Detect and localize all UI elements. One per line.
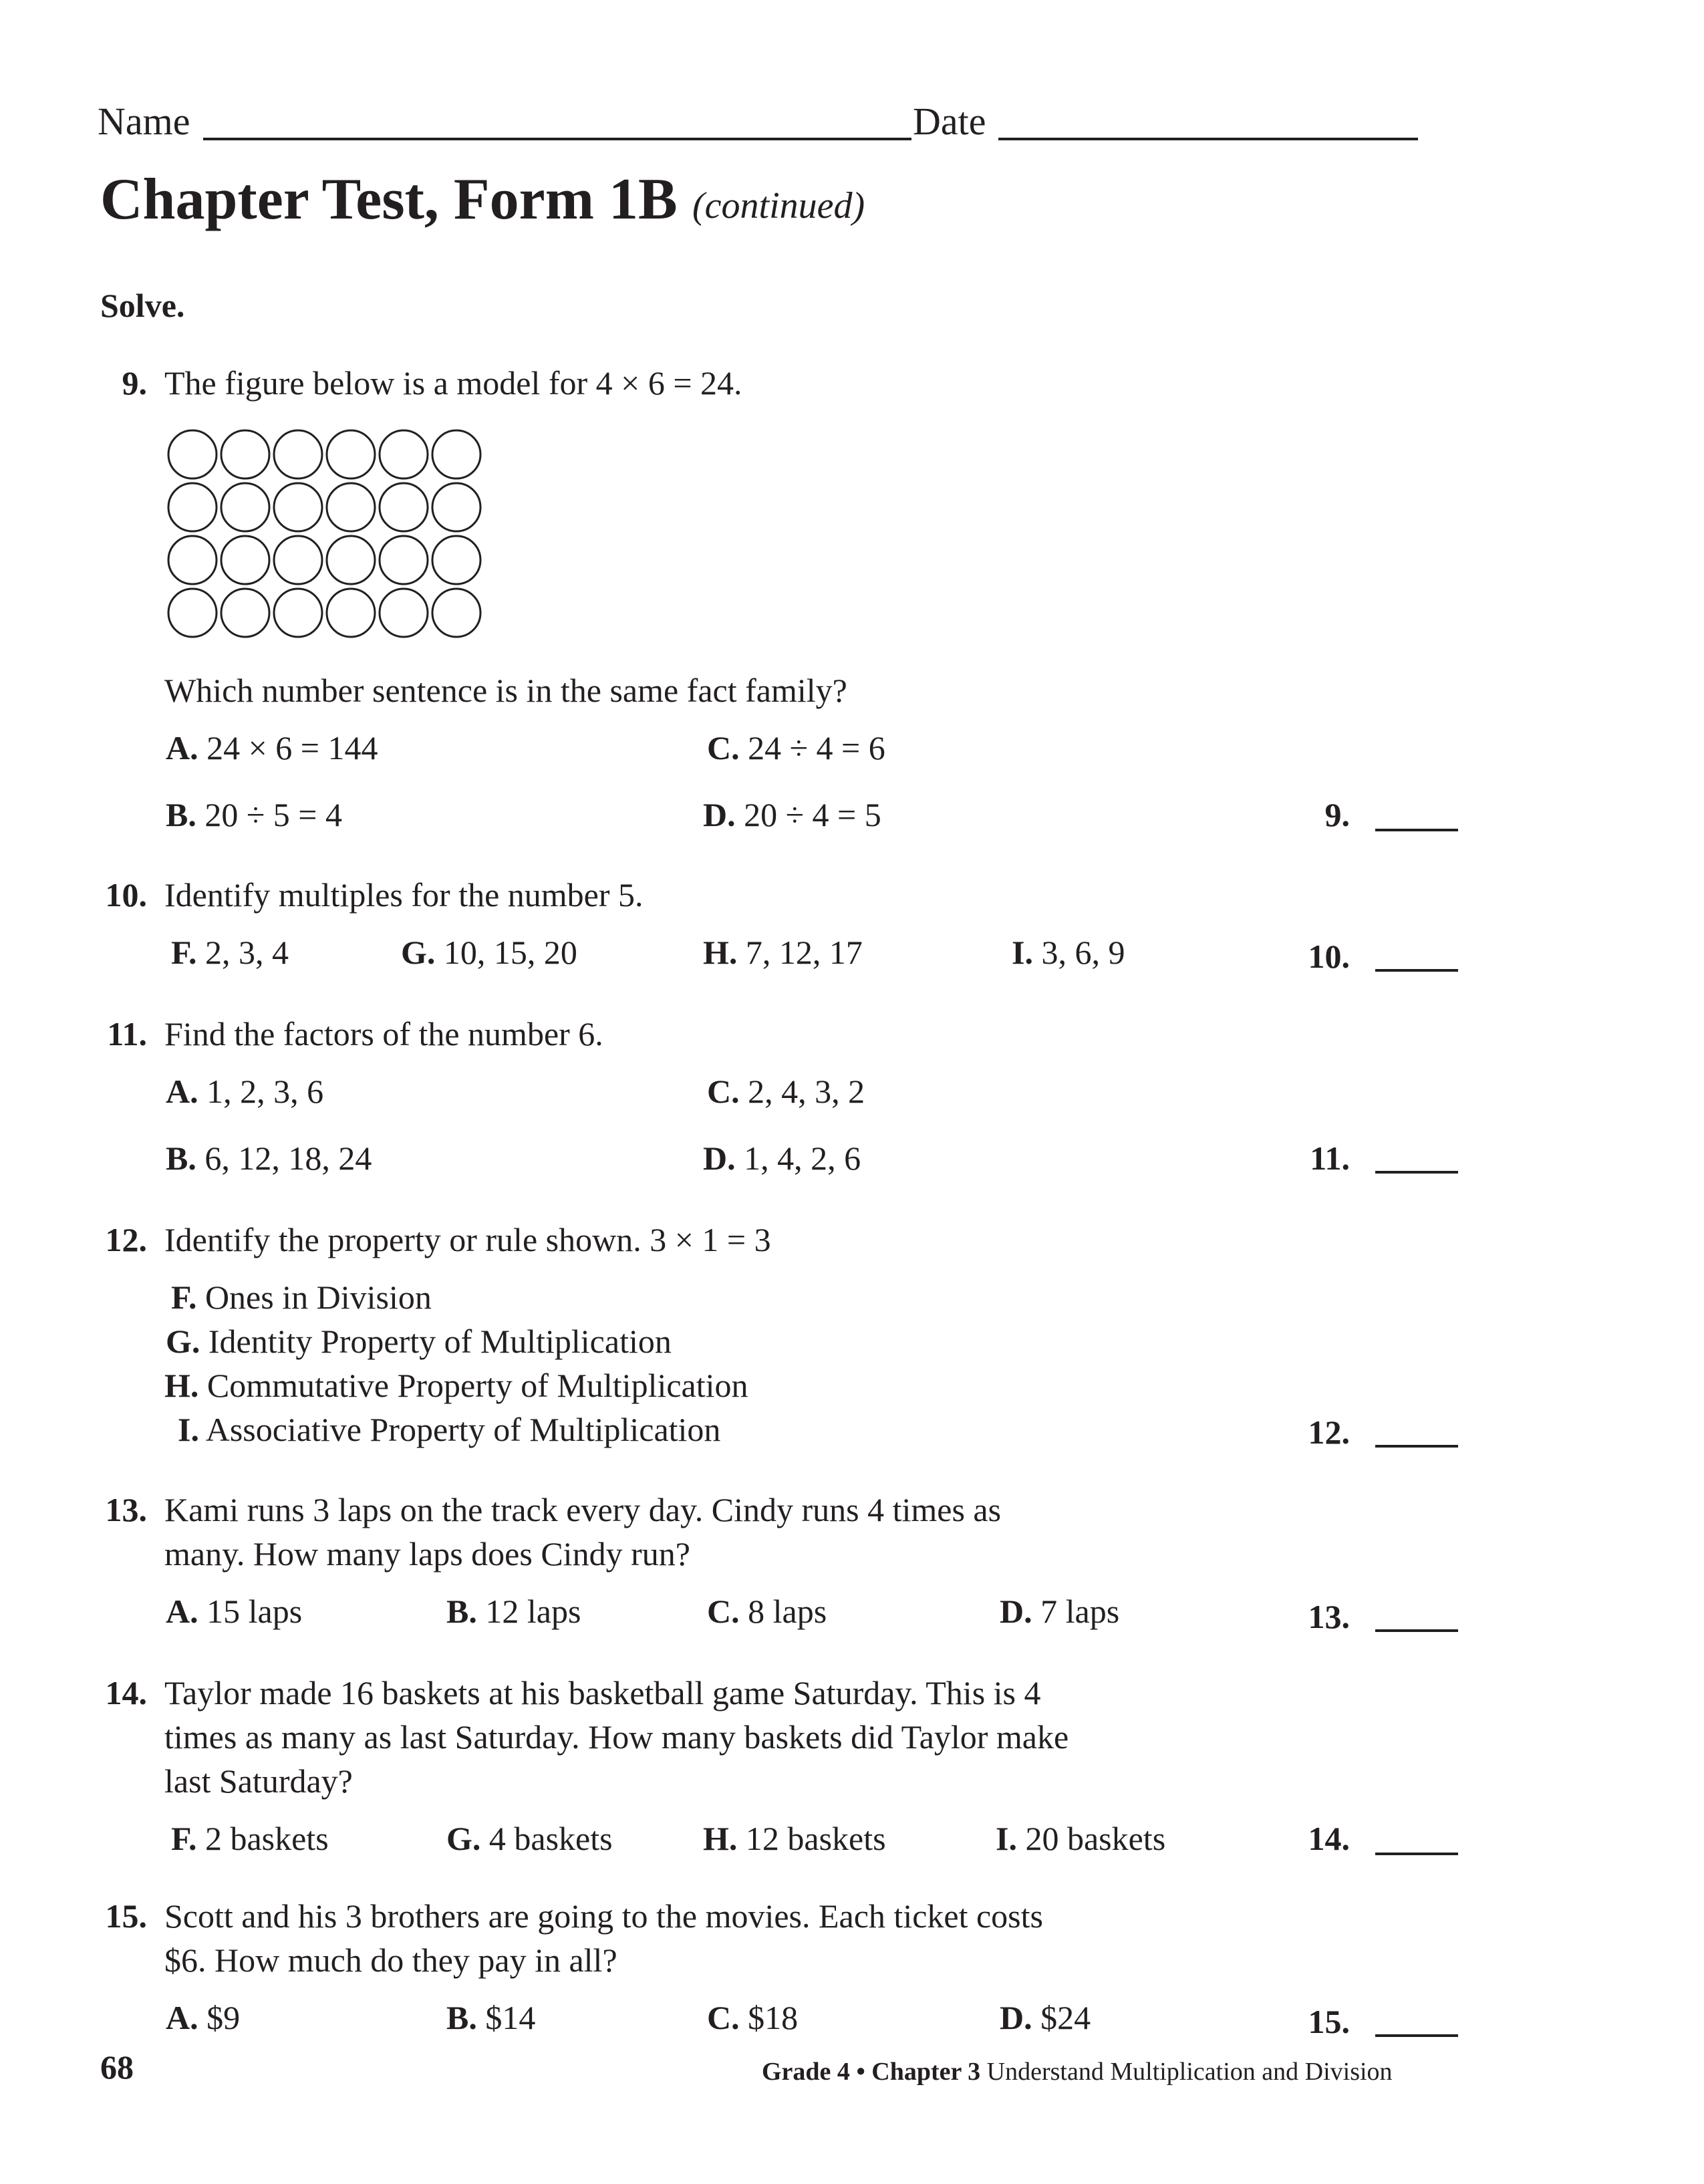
q9-text: The figure below is a model for 4 × 6 = 24. [164,364,742,402]
option-text: 10, 15, 20 [443,934,577,971]
q9-prompt: Which number sentence is in the same fact family? [164,672,847,709]
q9-answer-blank[interactable] [1375,829,1458,831]
option-letter: D. [1000,1593,1032,1630]
option-letter: G. [166,1323,200,1360]
q13-text-line-2: many. How many laps does Cindy run? [164,1535,690,1573]
option-letter: B. [446,1593,477,1630]
q10-number: 10. [105,876,147,914]
q13-number: 13. [105,1491,147,1528]
option-letter: H. [164,1367,199,1404]
option-text: Commutative Property of Multiplication [206,1367,748,1404]
option-letter: C. [707,1593,740,1630]
q11-answer-label: 11. [1310,1139,1350,1177]
q15-answer-label: 15. [1308,2003,1350,2040]
q13-option-d[interactable] [1000,1592,1119,1631]
option-letter: C. [707,1999,740,2036]
option-letter: D. [703,1139,736,1177]
q13-text-line-1: Kami runs 3 laps on the track every day. Cindy runs 4 times as [164,1491,1002,1528]
option-text: 8 laps [748,1593,827,1630]
q15-number: 15. [105,1897,147,1935]
model-circle [221,430,269,479]
option-text: 7, 12, 17 [745,934,863,971]
option-text: 20 ÷ 4 = 5 [744,796,881,833]
page-title: Chapter Test, Form 1B [100,167,678,232]
option-text: 20 ÷ 5 = 4 [204,796,342,833]
option-letter: A. [166,1999,198,2036]
q12-option-h[interactable] [164,1366,748,1405]
option-text: 2 baskets [204,1820,329,1857]
option-text: 20 baskets [1025,1820,1166,1857]
instruction: Solve. [100,287,185,324]
q14-option-h[interactable] [703,1819,886,1858]
q12-answer-blank[interactable] [1375,1445,1458,1448]
q13-answer-label: 13. [1308,1598,1350,1635]
q14-number: 14. [105,1674,147,1712]
q13-option-b[interactable] [446,1592,581,1631]
option-letter: H. [703,1820,738,1857]
option-text: 24 × 6 = 144 [206,729,378,767]
q14-option-f[interactable] [171,1819,329,1858]
model-circle [327,483,375,531]
q15-text-line-1: Scott and his 3 brothers are going to the movies. Each ticket costs [164,1897,1043,1935]
model-circle [168,430,217,479]
model-circle [432,536,480,584]
q15-option-d[interactable] [1000,1998,1091,2037]
model-circle [380,589,428,637]
q12-number: 12. [105,1221,147,1258]
option-letter: I. [996,1820,1017,1857]
option-text: 7 laps [1040,1593,1120,1630]
page-number: 68 [100,2048,134,2086]
q9-number: 9. [122,364,147,402]
date-label: Date [913,100,986,143]
option-letter: A. [166,1593,198,1630]
option-text: Identity Property of Multiplication [208,1323,672,1360]
option-text: $9 [206,1999,241,2036]
footer-separator: • [849,2058,872,2086]
model-circle [380,536,428,584]
q15-text-line-2: $6. How much do they pay in all? [164,1941,617,1979]
q14-text-line-2: times as many as last Saturday. How many baskets did Taylor make [164,1718,1069,1756]
q14-text-line-1: Taylor made 16 baskets at his basketball game Saturday. This is 4 [164,1674,1041,1712]
model-circle [274,589,322,637]
option-text: 6, 12, 18, 24 [204,1139,372,1177]
q12-option-i[interactable] [178,1410,720,1449]
model-circle [274,536,322,584]
q14-text-line-3: last Saturday? [164,1762,353,1800]
q15-answer-blank[interactable] [1375,2034,1458,2037]
model-circle [221,483,269,531]
name-field-line[interactable] [203,138,911,140]
footer-chapter-title: Understand Multiplication and Division [980,2058,1393,2086]
page-footer [762,2057,1393,2086]
q14-answer-label: 14. [1308,1820,1350,1857]
q12-option-f[interactable] [171,1278,432,1317]
q10-option-g[interactable] [401,933,577,972]
option-letter: B. [166,796,196,833]
option-letter: G. [401,934,436,971]
option-text: Ones in Division [204,1278,432,1316]
option-text: $24 [1040,1999,1091,2036]
model-circle [380,430,428,479]
q9-option-a[interactable] [166,728,378,767]
option-letter: D. [703,796,736,833]
q12-answer-label: 12. [1308,1413,1350,1451]
q12-option-g[interactable] [166,1322,672,1361]
model-circle [327,536,375,584]
q11-option-c[interactable] [707,1072,865,1111]
q9-option-d[interactable] [703,795,881,834]
q14-option-g[interactable] [446,1819,613,1858]
model-circle [432,589,480,637]
model-circle [274,483,322,531]
option-letter: H. [703,934,738,971]
date-field-line[interactable] [998,138,1418,140]
name-label: Name [98,100,190,143]
q9-option-c[interactable] [707,728,885,767]
q15-option-a[interactable] [166,1998,240,2037]
q11-answer-blank[interactable] [1375,1171,1458,1174]
option-letter: C. [707,1073,740,1110]
q11-option-d[interactable] [703,1139,861,1178]
q9-option-b[interactable] [166,795,342,834]
q10-option-h[interactable] [703,933,863,972]
option-text: 3, 6, 9 [1041,934,1125,971]
option-text: 1, 4, 2, 6 [744,1139,861,1177]
page-subtitle: (continued) [692,185,865,227]
q13-option-c[interactable] [707,1592,827,1631]
q14-option-i[interactable] [996,1819,1165,1858]
option-letter: D. [1000,1999,1032,2036]
option-text: 15 laps [206,1593,303,1630]
q13-answer-blank[interactable] [1375,1629,1458,1632]
q11-text: Find the factors of the number 6. [164,1015,603,1053]
model-circle [432,483,480,531]
option-text: $18 [748,1999,799,2036]
model-circle [168,483,217,531]
model-circle [221,589,269,637]
option-letter: I. [1012,934,1033,971]
q9-answer-label: 9. [1324,796,1350,833]
model-circle [327,589,375,637]
option-text: 24 ÷ 4 = 6 [748,729,885,767]
option-letter: F. [171,1278,197,1316]
option-letter: B. [166,1139,196,1177]
option-letter: G. [446,1820,481,1857]
q10-option-f[interactable] [171,933,289,972]
q14-answer-blank[interactable] [1375,1853,1458,1855]
model-circle [432,430,480,479]
option-text: 12 laps [485,1593,581,1630]
option-letter: A. [166,1073,198,1110]
option-text: 12 baskets [745,1820,886,1857]
option-letter: C. [707,729,740,767]
q11-option-a[interactable] [166,1072,323,1111]
option-text: Associative Property of Multiplication [205,1411,721,1448]
option-letter: F. [171,934,197,971]
option-letter: F. [171,1820,197,1857]
option-text: 2, 4, 3, 2 [748,1073,865,1110]
model-circle [221,536,269,584]
q10-answer-blank[interactable] [1375,969,1458,972]
model-circle [327,430,375,479]
model-circle [168,536,217,584]
q11-option-b[interactable] [166,1139,372,1178]
model-circle [274,430,322,479]
model-circle [168,589,217,637]
q12-text: Identify the property or rule shown. 3 × 1 = 3 [164,1221,771,1258]
footer-grade: Grade 4 [762,2058,850,2086]
q9-circle-model [166,428,486,642]
option-text: 4 baskets [488,1820,613,1857]
option-text: $14 [485,1999,536,2036]
q15-option-b[interactable] [446,1998,535,2037]
q11-number: 11. [107,1015,147,1053]
q13-option-a[interactable] [166,1592,302,1631]
q10-text: Identify multiples for the number 5. [164,876,644,914]
q10-answer-label: 10. [1308,938,1350,975]
model-circle [380,483,428,531]
q10-option-i[interactable] [1012,933,1125,972]
q15-option-c[interactable] [707,1998,798,2037]
option-text: 2, 3, 4 [204,934,289,971]
option-letter: B. [446,1999,477,2036]
option-text: 1, 2, 3, 6 [206,1073,324,1110]
option-letter: I. [178,1411,199,1448]
footer-chapter: Chapter 3 [871,2058,981,2086]
option-letter: A. [166,729,198,767]
